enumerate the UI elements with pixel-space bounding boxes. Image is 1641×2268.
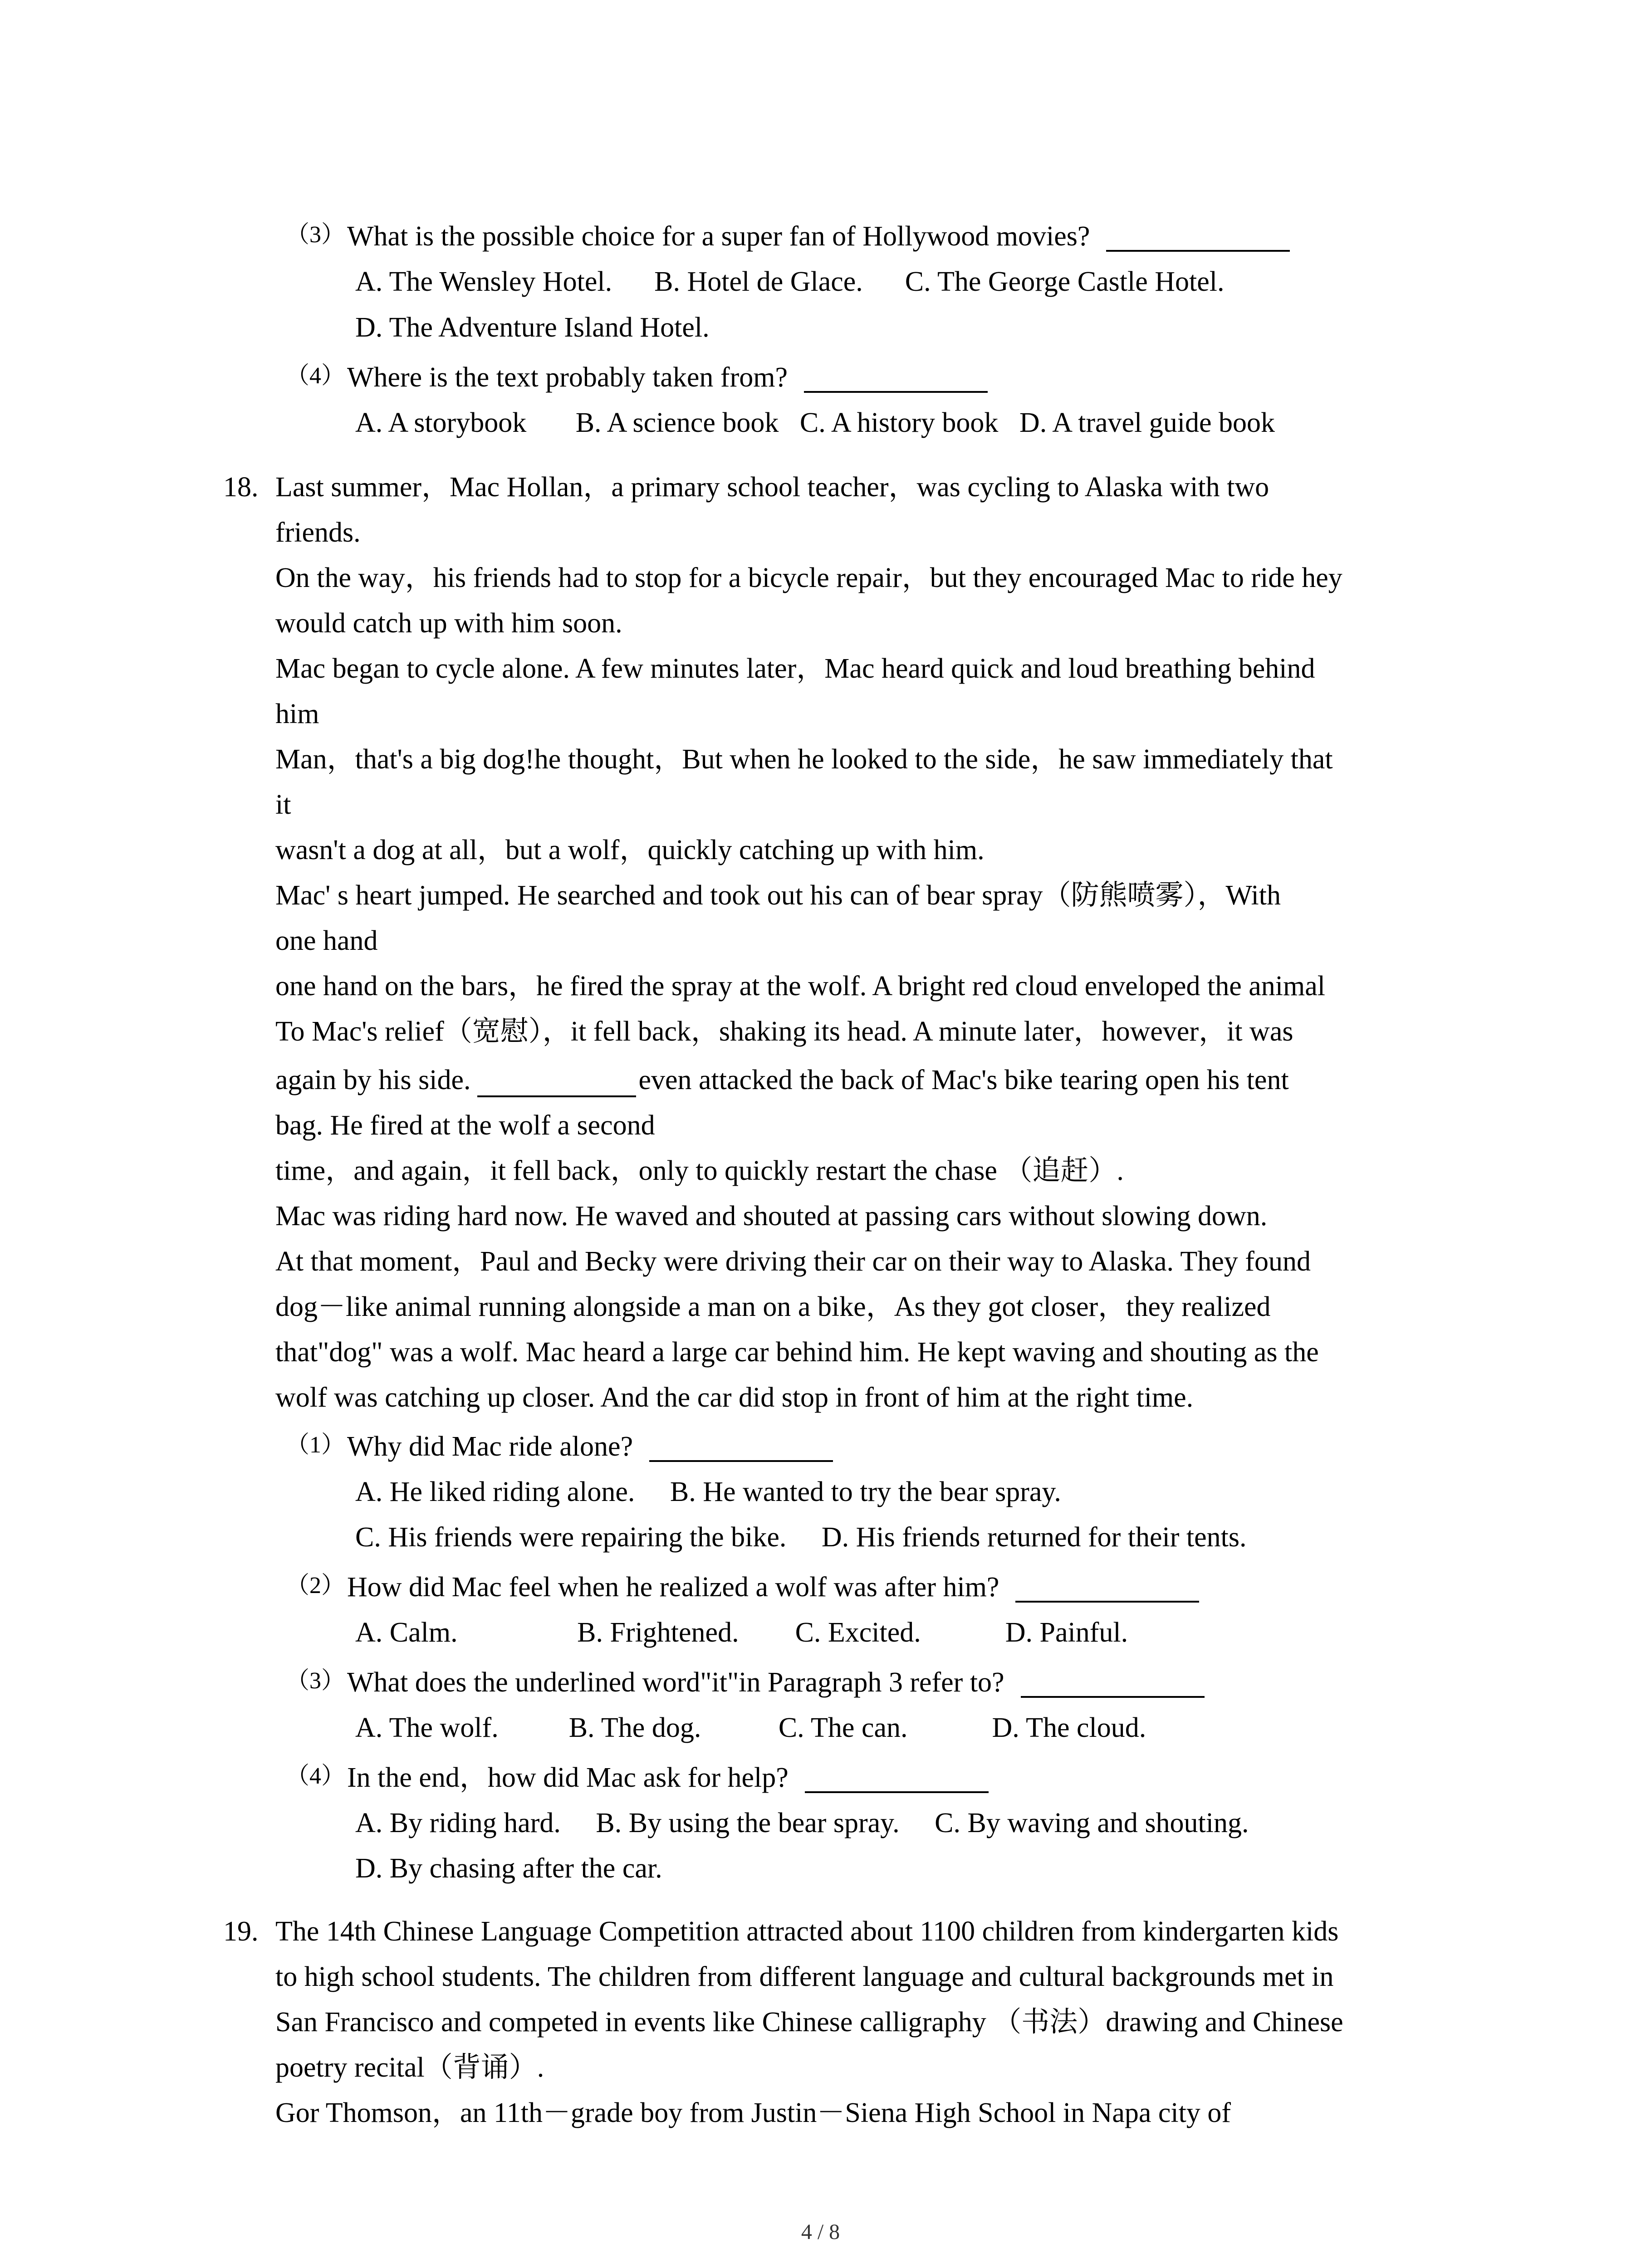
q18-line-12: one hand on the bars，he fired the spray at the wolf. A bright red cloud enveloped the animal: [275, 971, 1325, 1002]
q18-sub4-question: In the end，how did Mac ask for help?: [347, 1761, 989, 1794]
q17-sub3-number: （3）: [286, 222, 345, 248]
q18-line-8: it: [275, 789, 291, 820]
q18-line-11: one hand: [275, 925, 378, 956]
q18-line-21: wolf was catching up closer. And the car did stop in front of him at the right time.: [275, 1382, 1194, 1413]
q18-line-17: Mac was riding hard now. He waved and shouted at passing cars without slowing down.: [275, 1201, 1268, 1232]
q18-line-20: that"dog" was a wolf. Mac heard a large car behind him. He kept waving and shouting as the: [275, 1337, 1319, 1368]
q18-blank-line: again by his side. even attacked the back of Mac's bike tearing open his tent: [275, 1064, 1289, 1096]
q18-sub4-number: （4）: [286, 1763, 345, 1789]
q18-line-18: At that moment，Paul and Becky were driving their car on their way to Alaska. They found: [275, 1246, 1311, 1277]
answer-blank[interactable]: [477, 1095, 636, 1097]
q18-sub4-options-1: A. By riding hard. B. By using the bear spray. C. By waving and shouting.: [355, 1808, 1249, 1838]
q19-line-2: to high school students. The children from different language and cultural backgrounds met in: [275, 1961, 1334, 1992]
q18-sub4-options-2: D. By chasing after the car.: [355, 1853, 662, 1884]
q18-sub3-options-1: A. The wolf. B. The dog. C. The can. D. The cloud.: [355, 1712, 1146, 1743]
q18-line-7: Man，that's a big dog!he thought，But when he looked to the side，he saw immediately that: [275, 744, 1333, 775]
q18-sub1-options-2: C. His friends were repairing the bike. D. His friends returned for their tents.: [355, 1522, 1247, 1553]
q18-line-2: friends.: [275, 517, 361, 548]
q18-line-19: dog－like animal running alongside a man on a bike，As they got closer，they realized: [275, 1291, 1271, 1322]
q18-line-4: would catch up with him soon.: [275, 608, 622, 639]
q18-sub3-question: What does the underlined word"it"in Paragraph 3 refer to?: [347, 1666, 1205, 1699]
answer-blank[interactable]: [1106, 250, 1290, 252]
answer-blank[interactable]: [804, 391, 988, 393]
answer-blank[interactable]: [1015, 1601, 1199, 1603]
answer-blank[interactable]: [805, 1791, 989, 1793]
q18-sub2-number: （2）: [286, 1573, 345, 1598]
q18-line-16: time，and again，it fell back，only to quickly restart the chase （追赶）.: [275, 1155, 1124, 1186]
q17-sub4-options-1: A. A storybook B. A science book C. A history book D. A travel guide book: [355, 407, 1275, 438]
q19-number: 19.: [223, 1916, 259, 1947]
page-number: 4 / 8: [801, 2220, 840, 2244]
q17-sub3-options-2: D. The Adventure Island Hotel.: [355, 312, 710, 343]
q18-sub3-number: （3）: [286, 1668, 345, 1694]
q18-sub2-question: How did Mac feel when he realized a wolf was after him?: [347, 1571, 1199, 1603]
q18-line-6: him: [275, 699, 319, 729]
q18-sub2-options-1: A. Calm. B. Frightened. C. Excited. D. Painful.: [355, 1617, 1128, 1648]
q17-sub3-options-1: A. The Wensley Hotel. B. Hotel de Glace. C. The George Castle Hotel.: [355, 266, 1225, 297]
q17-sub4-question: Where is the text probably taken from?: [347, 361, 988, 394]
q18-line-10: Mac' s heart jumped. He searched and took out his can of bear spray（防熊喷雾），With: [275, 880, 1281, 911]
q18-line-3: On the way，his friends had to stop for a bicycle repair，but they encouraged Mac to ride hey: [275, 562, 1342, 593]
q18-line-15: bag. He fired at the wolf a second: [275, 1110, 655, 1141]
answer-blank[interactable]: [649, 1460, 833, 1462]
q18-sub1-number: （1）: [286, 1432, 345, 1458]
q18-line-13: To Mac's relief（宽慰），it fell back，shaking its head. A minute later，however，it was: [275, 1016, 1293, 1047]
q18-number: 18.: [223, 472, 259, 503]
q19-line-4: poetry recital（背诵）.: [275, 2052, 544, 2083]
q18-sub1-options-1: A. He liked riding alone. B. He wanted to try the bear spray.: [355, 1476, 1061, 1507]
q17-sub4-number: （4）: [286, 363, 345, 389]
q19-line-1: The 14th Chinese Language Competition attracted about 1100 children from kindergarten kids: [275, 1916, 1339, 1947]
q18-line-5: Mac began to cycle alone. A few minutes later，Mac heard quick and loud breathing behind: [275, 653, 1315, 684]
q17-sub3-question: What is the possible choice for a super fan of Hollywood movies?: [347, 220, 1290, 253]
q19-line-5: Gor Thomson，an 11th－grade boy from Justin－Siena High School in Napa city of: [275, 2097, 1231, 2128]
q19-line-3: San Francisco and competed in events like Chinese calligraphy （书法）drawing and Chinese: [275, 2007, 1343, 2038]
q18-line-9: wasn't a dog at all，but a wolf，quickly catching up with him.: [275, 835, 985, 865]
answer-blank[interactable]: [1021, 1696, 1205, 1698]
q18-line-1: Last summer，Mac Hollan，a primary school teacher，was cycling to Alaska with two: [275, 472, 1269, 503]
q18-sub1-question: Why did Mac ride alone?: [347, 1430, 833, 1463]
